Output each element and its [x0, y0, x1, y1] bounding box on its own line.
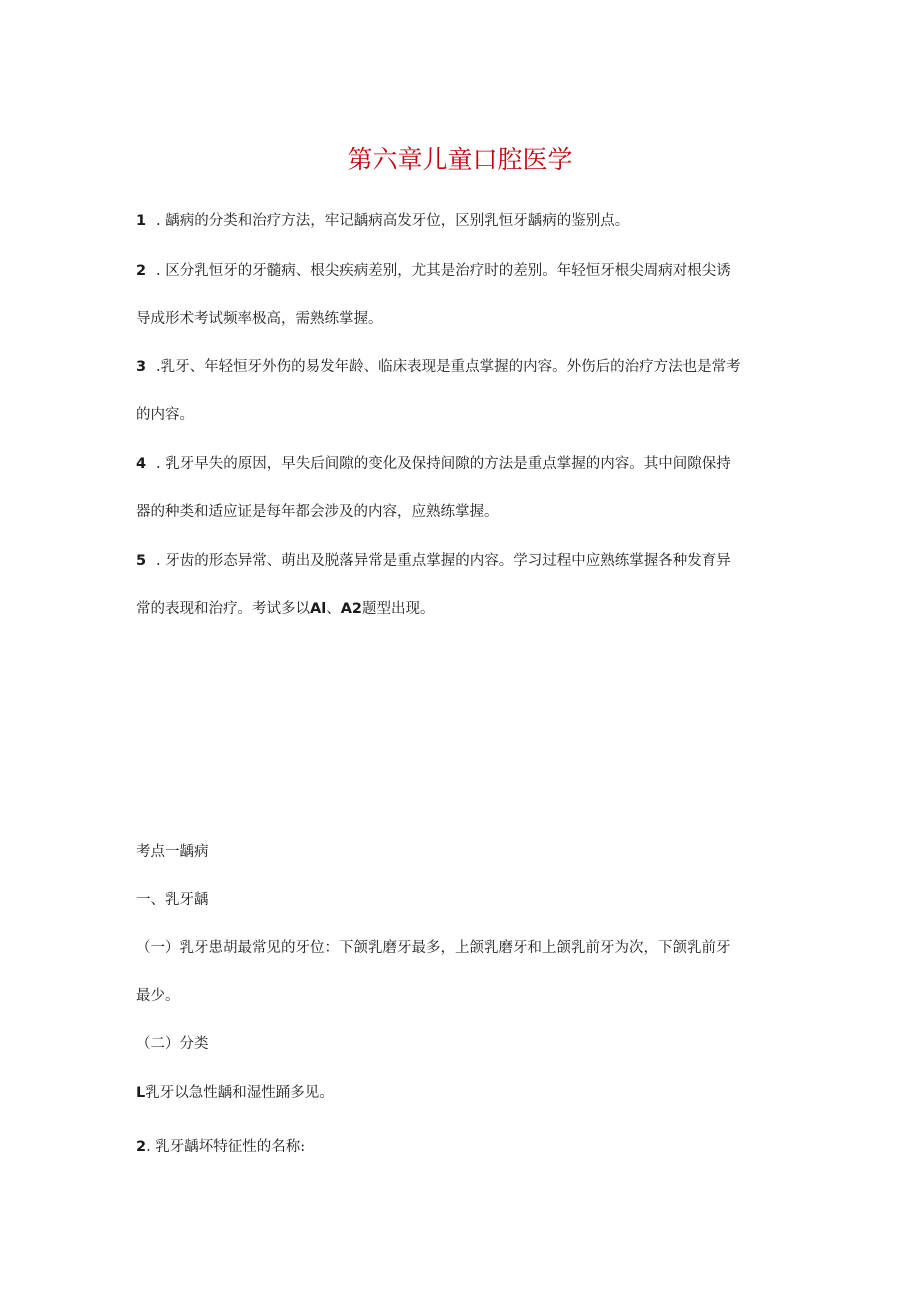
subsection-heading: 一、乳牙龋: [136, 892, 209, 908]
objective-4-continued: 器的种类和适应证是每年都会涉及的内容，应熟练掌握。: [136, 504, 499, 520]
section-point-1: [136, 1083, 796, 1103]
objective-2-continued: 导成形术考试频率极高，需熟练掌握。: [136, 311, 383, 327]
objective-5: [136, 551, 796, 571]
question-type-a2: A2: [340, 601, 363, 617]
point-number: 2: [136, 1139, 147, 1155]
objective-number: 3: [136, 359, 147, 375]
objective-number: 1: [136, 213, 147, 229]
section-heading: 考点一龋病: [136, 844, 209, 860]
section-item-1-continued: 最少。: [136, 988, 180, 1004]
objective-1: [136, 211, 796, 231]
section-item-1: （一）乳牙患胡最常见的牙位：下颌乳磨牙最多，上颌乳磨牙和上颌乳前牙为次，下颌乳前牙: [136, 940, 731, 956]
objective-text: . 牙齿的形态异常、萌出及脱落异常是重点掌握的内容。学习过程中应熟练掌握各种发育异: [156, 553, 731, 569]
objective-4: [136, 454, 796, 474]
question-type-a1: Al: [310, 601, 327, 617]
chapter-title: 第六章儿童口腔医学: [347, 145, 573, 174]
objective-text: . 乳牙早失的原因，早失后间隙的变化及保持间隙的方法是重点掌握的内容。其中间隙保持: [156, 456, 731, 472]
objective-number: 4: [136, 456, 147, 472]
point-text: . 乳牙龋坏特征性的名称:: [146, 1139, 306, 1155]
objective-3: [136, 357, 796, 377]
objective-text: . 区分乳恒牙的牙髓病、根尖疾病差别，尤其是治疗时的差别。年轻恒牙根尖周病对根尖诱: [156, 263, 731, 279]
objective-2: [136, 261, 796, 281]
objective-3-continued: 的内容。: [136, 407, 194, 423]
separator: 、: [326, 601, 341, 617]
objective-text: . 龋病的分类和治疗方法，牢记龋病高发牙位，区别乳恒牙龋病的鉴别点。: [156, 213, 630, 229]
point-number: L: [136, 1085, 146, 1101]
section-point-2: [136, 1137, 796, 1157]
objective-5-continued: [136, 599, 796, 619]
objective-text: 题型出现。: [362, 601, 435, 617]
objective-text: .乳牙、年轻恒牙外伤的易发年龄、临床表现是重点掌握的内容。外伤后的治疗方法也是常考: [156, 359, 741, 375]
point-text: 乳牙以急性龋和湿性踊多见。: [145, 1085, 334, 1101]
section-item-2: （二）分类: [136, 1036, 209, 1052]
objective-text: 常的表现和治疗。考试多以: [136, 601, 310, 617]
objective-number: 5: [136, 553, 147, 569]
objective-number: 2: [136, 263, 147, 279]
